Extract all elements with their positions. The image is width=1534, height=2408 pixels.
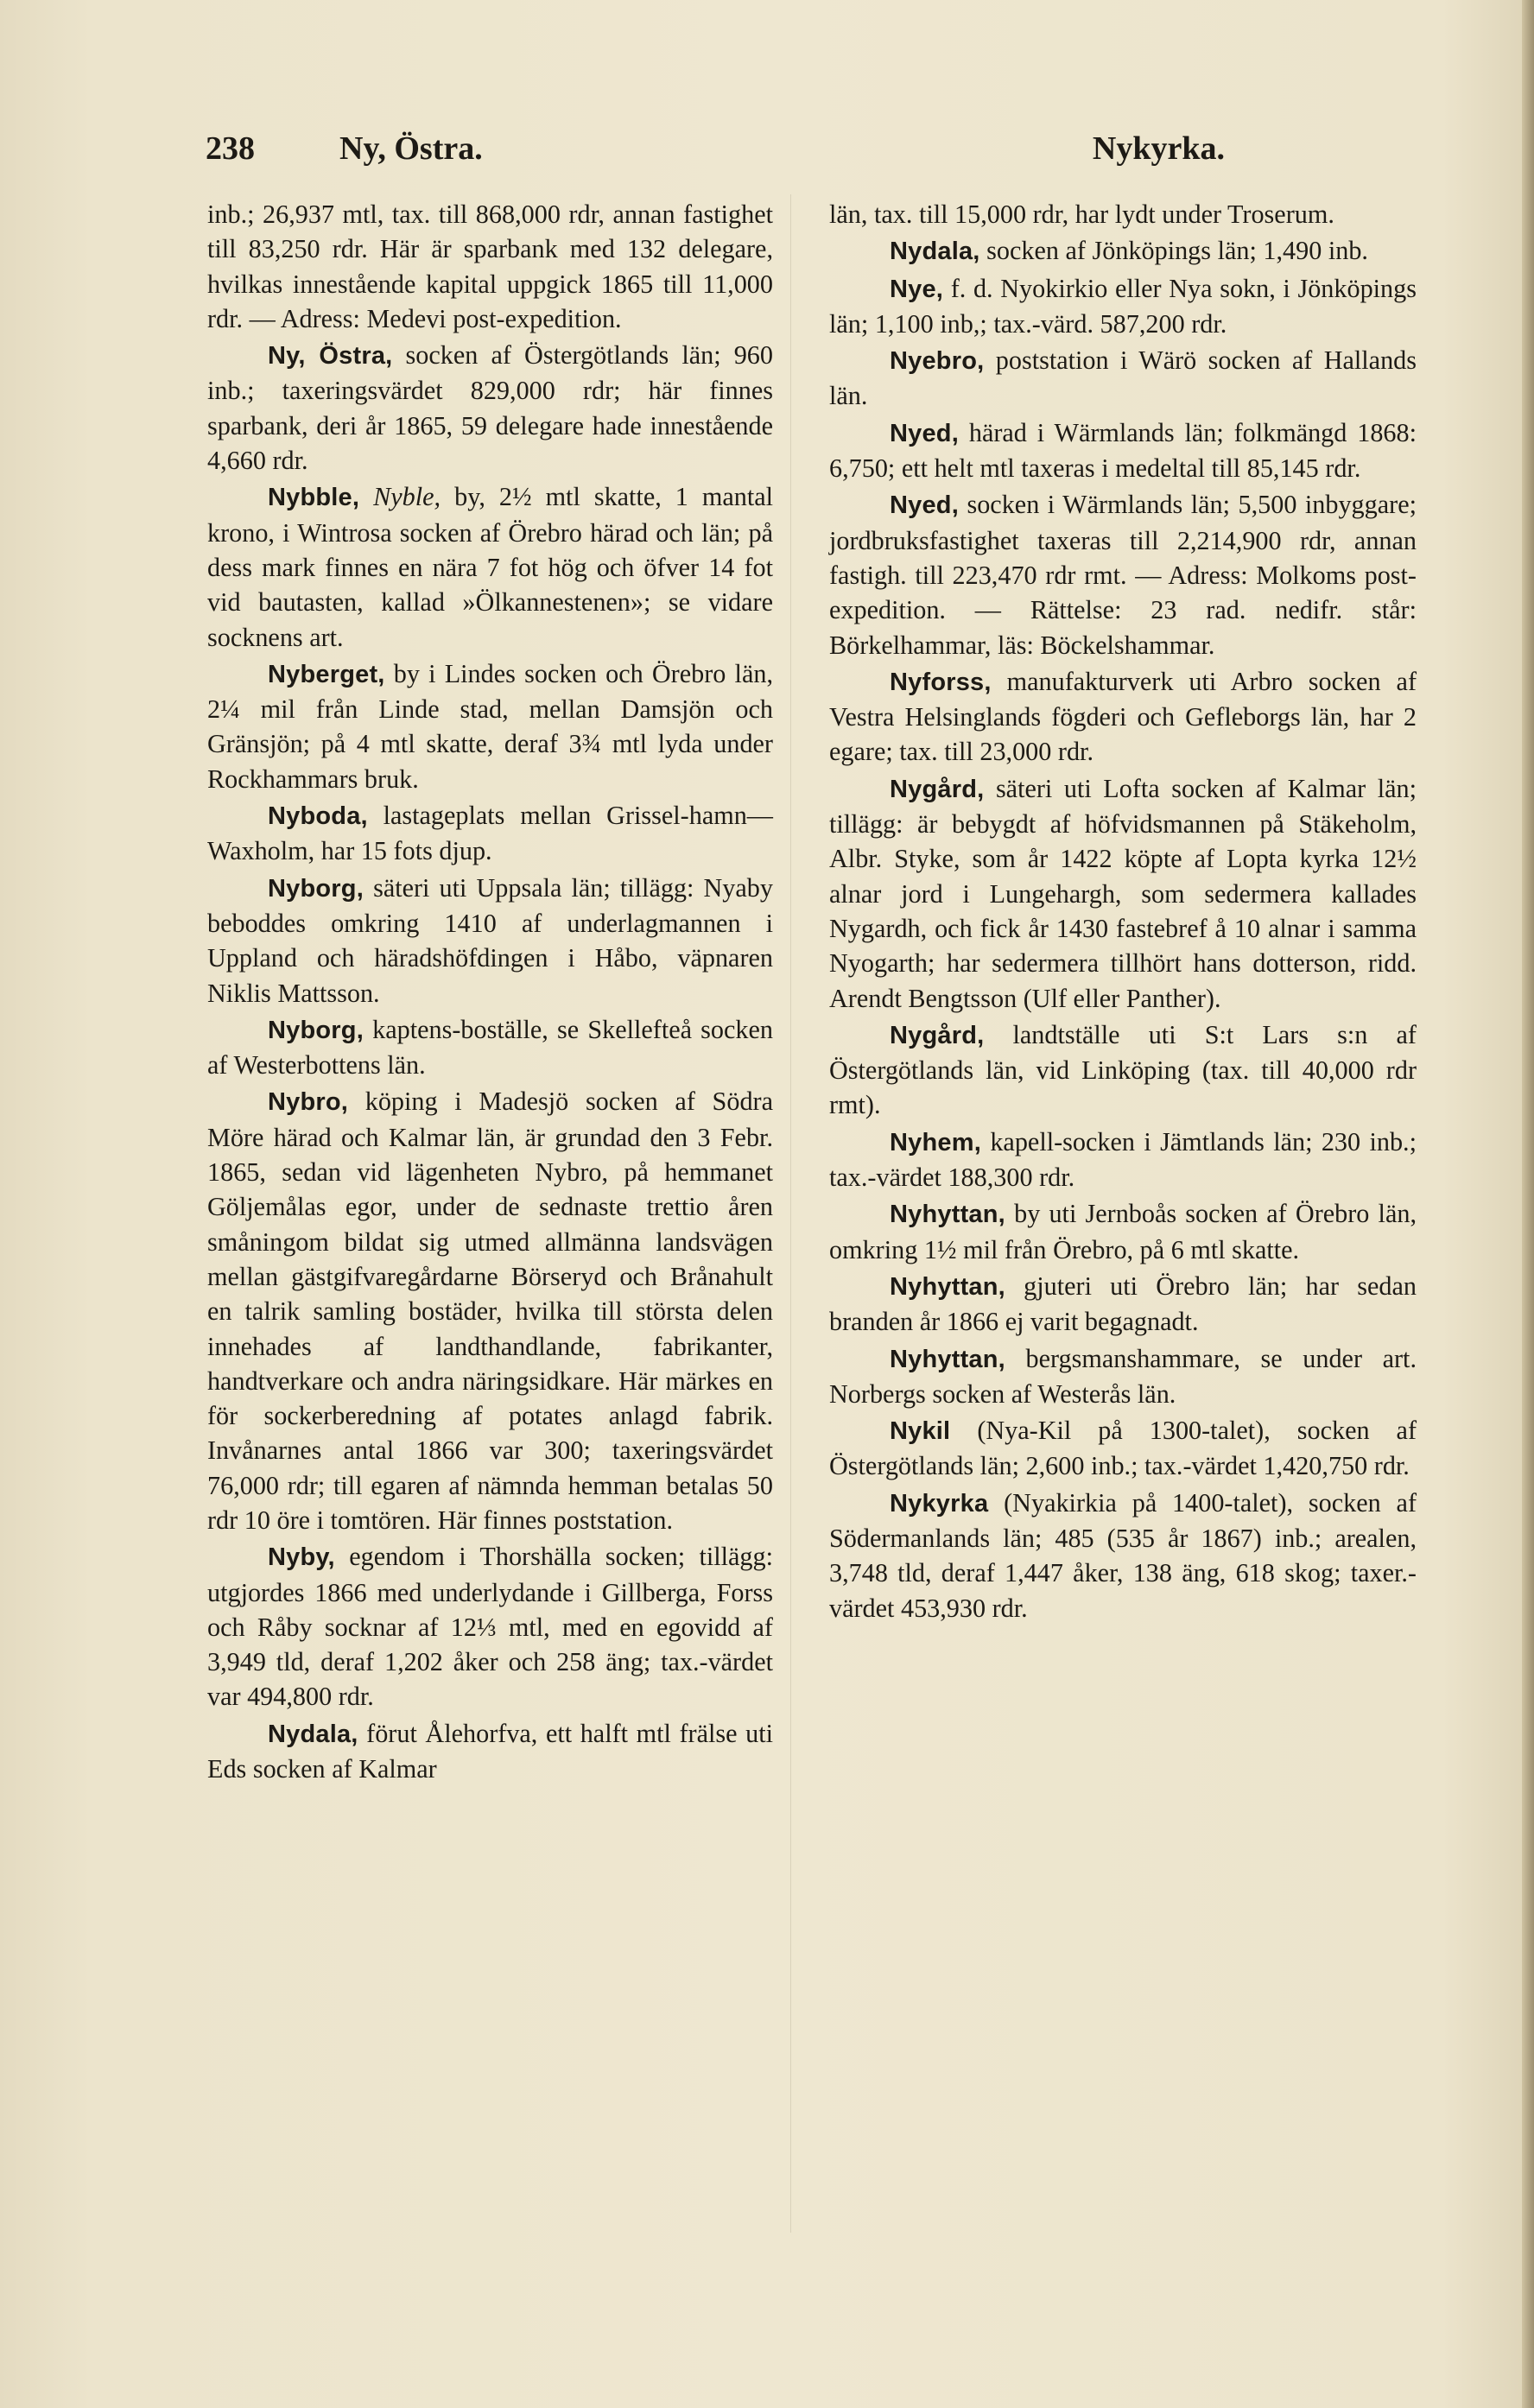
dictionary-entry <box>829 1125 1417 1195</box>
entry-text: säteri uti Lofta socken af Kalmar län; tillägg: är bebygdt af höfvidsmannen på Stäkeholm, Albr. Styke, som år 1422 köpte af Lopta kyrka 12½ alnar jord i Lungehargh, som sedermera kallades Nygardh, och fick år 1430 fastebref å 10 alnar i samma Nyogarth; har sedermera tillhört hans dotterson, ridd. Arendt Bengtsson (Ulf eller Panther). <box>829 773 1417 1013</box>
dictionary-entry <box>207 197 773 336</box>
entry-text: (Nyakirkia på 1400-talet), socken af Södermanlands län; 485 (535 år 1867) inb.; arealen, 3,748 tld, deraf 1,447 åker, 138 äng, 618 skog; taxer.-värdet 453,930 rdr. <box>829 1487 1417 1623</box>
entry-headword: Nyed, <box>890 419 959 447</box>
left-catchword: Ny, Östra. <box>339 130 483 167</box>
entry-headword: Nygård, <box>890 775 985 803</box>
entry-text: poststation i Wärö socken af Hallands län. <box>829 345 1417 411</box>
dictionary-entry <box>829 1486 1417 1625</box>
dictionary-entry <box>207 1716 773 1787</box>
entry-text: by uti Jernboås socken af Örebro län, omkring 1½ mil från Örebro, på 6 mtl skatte. <box>829 1199 1417 1264</box>
entry-text: lastageplats mellan Grissel-hamn—Waxholm, har 15 fots djup. <box>207 801 773 866</box>
entry-headword: Nyberget, <box>268 660 385 688</box>
entry-text: by, 2½ mtl skatte, 1 mantal krono, i Wintrosa socken af Örebro härad och län; på dess mark finnes en nära 7 fot hög och öfver 14 fot vid bautasten, kallad »Ölkannestenen»; se vidare socknens art. <box>207 482 773 652</box>
entry-text: socken i Wärmlands län; 5,500 inbyggare; jordbruksfastighet taxeras till 2,214,900 rdr, annan fastigh. till 223,470 rdr rmt. — Adress: Molkoms post-expedition. — Rättelse: 23 rad. nedifr. står: Börkelhammar, läs: Böckelshammar. <box>829 490 1417 660</box>
entry-headword: Nyhyttan, <box>890 1345 1005 1373</box>
entry-variant: Nyble, <box>359 482 441 512</box>
entry-headword: Nykyrka <box>890 1489 989 1518</box>
entry-text: län, tax. till 15,000 rdr, har lydt under Troserum. <box>829 200 1334 229</box>
dictionary-entry <box>829 1196 1417 1267</box>
entry-text: socken af Östergötlands län; 960 inb.; taxeringsvärdet 829,000 rdr; här finnes sparbank, deri år 1865, 59 delegare hade innestående 4,660 rdr. <box>207 340 773 476</box>
entry-headword: Nyebro, <box>890 347 985 376</box>
entry-text: härad i Wärmlands län; folkmängd 1868: 6,750; ett helt mtl taxeras i medeltal till 85,145 rdr. <box>829 417 1417 484</box>
entry-headword: Nye, <box>890 275 944 303</box>
entry-text: (Nya-Kil på 1300-talet), socken af Östergötlands län; 2,600 inb.; tax.-värdet 1,420,750 rdr. <box>829 1416 1417 1481</box>
dictionary-entry <box>207 1012 773 1083</box>
dictionary-entry <box>207 1539 773 1714</box>
dictionary-entry <box>207 479 773 654</box>
dictionary-entry <box>829 271 1417 342</box>
entry-text: bergsmanshammare, se under art. Norbergs socken af Westerås län. <box>829 1343 1417 1409</box>
entry-headword: Nybble, <box>268 484 360 512</box>
entry-headword: Nyboda, <box>268 802 368 831</box>
left-column <box>207 197 773 1788</box>
right-catchword: Nykyrka. <box>1092 130 1225 167</box>
dictionary-entry <box>829 233 1417 269</box>
entry-headword: Nyforss, <box>890 668 992 696</box>
entry-text: by i Lindes socken och Örebro län, 2¼ mil från Linde stad, mellan Damsjön och Gränsjön; på 4 mtl skatte, deraf 3¾ mtl lyda under Rockhammars bruk. <box>207 658 773 794</box>
page-edge <box>1522 0 1534 2408</box>
entry-text: säteri uti Uppsala län; tillägg: Nyaby beboddes omkring 1410 af underlagmannen i Uppland och häradshöfdingen i Håbo, väpnaren Niklis Mattsson. <box>207 872 773 1008</box>
entry-text: köping i Madesjö socken af Södra Möre härad och Kalmar län, är grundad den 3 Febr. 1865, sedan vid lägenheten Nybro, på hemmanet Göljemålas egor, under de sednaste trettio åren småningom bildat sig utmed allmänna landsvägen mellan gästgifvaregårdarne Börseryd och Brånahult en talrik samling bostäder, hvilka till största delen innehades af landthandlande, fabrikanter, handtverkare och andra näringsidkare. Här märkes en för sockerberedning af potates anlagd fabrik. Invånarnes antal 1866 var 300; taxeringsvärdet 76,000 rdr; till egaren af nämnda hemman betalas 50 rdr 10 öre i tomtören. Här finnes poststation. <box>207 1087 773 1535</box>
entry-text: f. d. Nyokirkio eller Nya sokn, i Jönköpings län; 1,100 inb,; tax.-värd. 587,200 rdr. <box>829 273 1417 339</box>
dictionary-entry <box>207 798 773 869</box>
dictionary-entry <box>829 197 1417 231</box>
entry-headword: Nydala, <box>268 1720 358 1748</box>
dictionary-entry <box>207 1084 773 1537</box>
entry-headword: Nyhem, <box>890 1128 981 1156</box>
entry-headword: Nyborg, <box>268 874 364 903</box>
entry-headword: Nyed, <box>890 491 959 520</box>
dictionary-entry <box>829 1017 1417 1123</box>
dictionary-entry <box>829 1341 1417 1412</box>
entry-headword: Nybro, <box>268 1088 349 1117</box>
running-header <box>206 130 1225 181</box>
dictionary-entry <box>829 343 1417 414</box>
dictionary-entry <box>829 1269 1417 1340</box>
entry-text: kaptens-boställe, se Skellefteå socken af Westerbottens län. <box>207 1014 773 1080</box>
dictionary-entry <box>829 415 1417 486</box>
column-divider <box>790 194 791 2233</box>
dictionary-entry <box>829 771 1417 1016</box>
dictionary-entry <box>829 1413 1417 1484</box>
dictionary-entry <box>829 487 1417 662</box>
entry-headword: Nyhyttan, <box>890 1272 1005 1301</box>
entry-text: egendom i Thorshälla socken; tillägg: utgjordes 1866 med underlydande i Gillberga, Forss och Råby socknar af 12⅓ mtl, med en egovidd af 3,949 tld, deraf 1,202 åker och 258 äng; tax.-värdet var 494,800 rdr. <box>207 1542 773 1712</box>
dictionary-entry <box>829 664 1417 770</box>
entry-headword: Nyhyttan, <box>890 1201 1005 1229</box>
entry-text: manufakturverk uti Arbro socken af Vestra Helsinglands fögderi och Gefleborgs län, har 2 egare; tax. till 23,000 rdr. <box>829 666 1417 767</box>
entry-headword: Nykil <box>890 1417 951 1446</box>
dictionary-entry <box>207 656 773 796</box>
entry-headword: Nyby, <box>268 1543 335 1572</box>
entry-text: gjuteri uti Örebro län; har sedan branden år 1866 ej varit begagnadt. <box>829 1271 1417 1337</box>
dictionary-entry <box>207 871 773 1011</box>
entry-text: landtställe uti S:t Lars s:n af Östergötlands län, vid Linköping (tax. till 40,000 rdr rmt). <box>829 1019 1417 1120</box>
entry-text: inb.; 26,937 mtl, tax. till 868,000 rdr, annan fastighet till 83,250 rdr. Här är sparbank med 132 delegare, hvilkas innestående kapital uppgick 1865 till 11,000 rdr. — Adress: Medevi post-expedition. <box>207 200 773 333</box>
entry-headword: Ny, Östra, <box>268 342 393 371</box>
dictionary-entry <box>207 338 773 478</box>
right-column <box>829 197 1417 1627</box>
entry-headword: Nydala, <box>890 238 980 266</box>
entry-headword: Nyborg, <box>268 1016 364 1044</box>
entry-headword: Nygård, <box>890 1021 985 1049</box>
entry-text: förut Ålehorfva, ett halft mtl frälse uti Eds socken af Kalmar <box>207 1718 773 1784</box>
entry-text: socken af Jönköpings län; 1,490 inb. <box>979 236 1368 266</box>
entry-text: kapell-socken i Jämtlands län; 230 inb.; tax.-värdet 188,300 rdr. <box>829 1126 1417 1193</box>
page-number: 238 <box>206 130 255 167</box>
